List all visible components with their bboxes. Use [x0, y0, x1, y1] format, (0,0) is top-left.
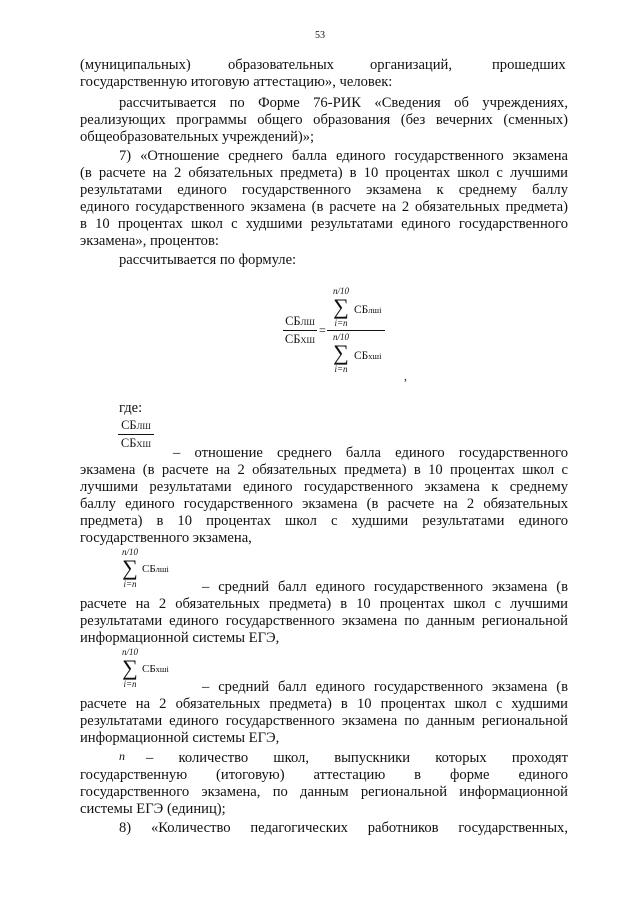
text-line: баллу единого государственного экзамена (в расчете на 2 обязательных	[80, 496, 568, 512]
text-line: 7) «Отношение среднего балла единого государственного экзамена	[119, 148, 568, 164]
text-line: государственного экзамена,	[80, 530, 252, 546]
text-line: государственного экзамена, по данным региональной информационной	[80, 784, 568, 800]
text-line: в 10 процентах школ с худшими результатами единого государственного	[80, 216, 568, 232]
where-fraction	[118, 418, 154, 451]
sum-sign: ∑	[333, 294, 349, 319]
text-line: экзамена», процентов:	[80, 233, 219, 249]
text-line: предмета) в 10 процентах школ с худшими результатами единого	[80, 513, 568, 529]
where-fraction-denominator: СБ	[120, 436, 137, 450]
fraction-numerator-sub: ЛШ	[300, 317, 315, 327]
text-line: информационной системы ЕГЭ,	[80, 630, 280, 646]
page-number: 53	[315, 30, 325, 41]
text-line: – средний балл единого государственного экзамена (в	[202, 579, 568, 595]
formula-left-fraction	[283, 314, 317, 347]
where-fraction-denominator-sub: ХШ	[136, 439, 152, 449]
sum-upper-limit: n/10	[121, 647, 138, 657]
where-fraction-numerator-sub: ЛШ	[136, 421, 151, 431]
text-line: результатами единого государственного экзамена по данным региональной	[80, 613, 568, 629]
where-sum-2	[120, 647, 140, 689]
sum-bottom	[330, 332, 352, 374]
formula-right-fraction-line	[327, 330, 385, 331]
sum-sign: ∑	[333, 340, 349, 365]
text-line: (в расчете на 2 обязательных предмета) в 10 процентах школ с лучшими	[80, 165, 568, 181]
text-line: системы ЕГЭ (единиц);	[80, 801, 226, 817]
where-sum-1-term-sub: лшi	[155, 564, 169, 574]
where-sum-2-term-sub: хшi	[155, 664, 169, 674]
text-line: 8) «Количество педагогических работников государственных,	[119, 820, 568, 836]
text-line: единого государственного экзамена (в расчете на 2 обязательных предмета)	[80, 199, 568, 215]
text-line: (муниципальных)	[80, 57, 191, 73]
text-line: – количество школ, выпускники которых проходят	[146, 750, 568, 766]
where-fraction-numerator: СБ	[121, 418, 137, 432]
sum-sign: ∑	[122, 555, 138, 580]
formula-comma: ,	[404, 369, 407, 383]
fraction-denominator: СБ	[284, 332, 301, 346]
sum-term-top-sub: лшi	[368, 305, 382, 315]
text-line: государственную (итоговую) аттестацию в форме единого	[80, 767, 568, 783]
text-line: рассчитывается по формуле:	[119, 252, 297, 268]
text-line: расчете на 2 обязательных предмета) в 10 процентах школ с лучшими	[80, 596, 568, 612]
text-line: результатами единого государственного экзамена по данным региональной	[80, 713, 568, 729]
text-line: прошедших	[492, 57, 566, 73]
text-line: лучшими результатами единого государственного экзамена к среднему	[80, 479, 568, 495]
sum-term-top	[354, 302, 381, 319]
fraction-numerator: СБ	[285, 314, 301, 328]
text-line: где:	[119, 400, 143, 416]
where-sum-1	[120, 547, 140, 589]
where-sum-1-term-base: СБ	[142, 563, 156, 575]
equals-sign: =	[319, 323, 326, 337]
fraction-denominator-sub: ХШ	[300, 335, 316, 345]
text-line: экзамена (в расчете на 2 обязательных предмета) в 10 процентах школ с	[80, 462, 568, 478]
text-line: информационной системы ЕГЭ,	[80, 730, 280, 746]
text-line: общеобразовательных учреждений)»;	[80, 129, 315, 145]
sum-term-bottom-sub: хшi	[368, 351, 382, 361]
where-sum-1-term	[142, 561, 169, 578]
sum-lower-limit: i=n	[334, 364, 348, 374]
sum-term-bottom	[354, 348, 381, 365]
text-line: реализующих программы общего образования (без вечерних (сменных)	[80, 112, 568, 128]
n-symbol: n	[119, 749, 125, 763]
sum-term-bottom-base: СБ	[354, 350, 369, 362]
text-line: организаций,	[370, 57, 452, 73]
sum-lower-limit: i=n	[123, 579, 137, 589]
text-line: образовательных	[228, 57, 334, 73]
sum-term-top-base: СБ	[354, 304, 369, 316]
sum-upper-limit: n/10	[332, 332, 349, 342]
where-sum-2-term-base: СБ	[142, 663, 156, 675]
text-line: государственную итоговую аттестацию», человек:	[80, 74, 393, 90]
text-line: результатами единого государственного экзамена к среднему баллу	[80, 182, 568, 198]
sum-upper-limit: n/10	[121, 547, 138, 557]
text-line: рассчитывается по Форме 76-РИК «Сведения об учреждениях,	[119, 95, 568, 111]
sum-lower-limit: i=n	[123, 679, 137, 689]
sum-top	[330, 286, 352, 328]
text-line: расчете на 2 обязательных предмета) в 10 процентах школ с худшими	[80, 696, 568, 712]
sum-upper-limit: n/10	[332, 286, 349, 296]
text-line: – отношение среднего балла единого государственного	[173, 445, 568, 461]
where-sum-2-term	[142, 661, 169, 678]
text-line: – средний балл единого государственного экзамена (в	[202, 679, 568, 695]
sum-sign: ∑	[122, 655, 138, 680]
sum-lower-limit: i=n	[334, 318, 348, 328]
